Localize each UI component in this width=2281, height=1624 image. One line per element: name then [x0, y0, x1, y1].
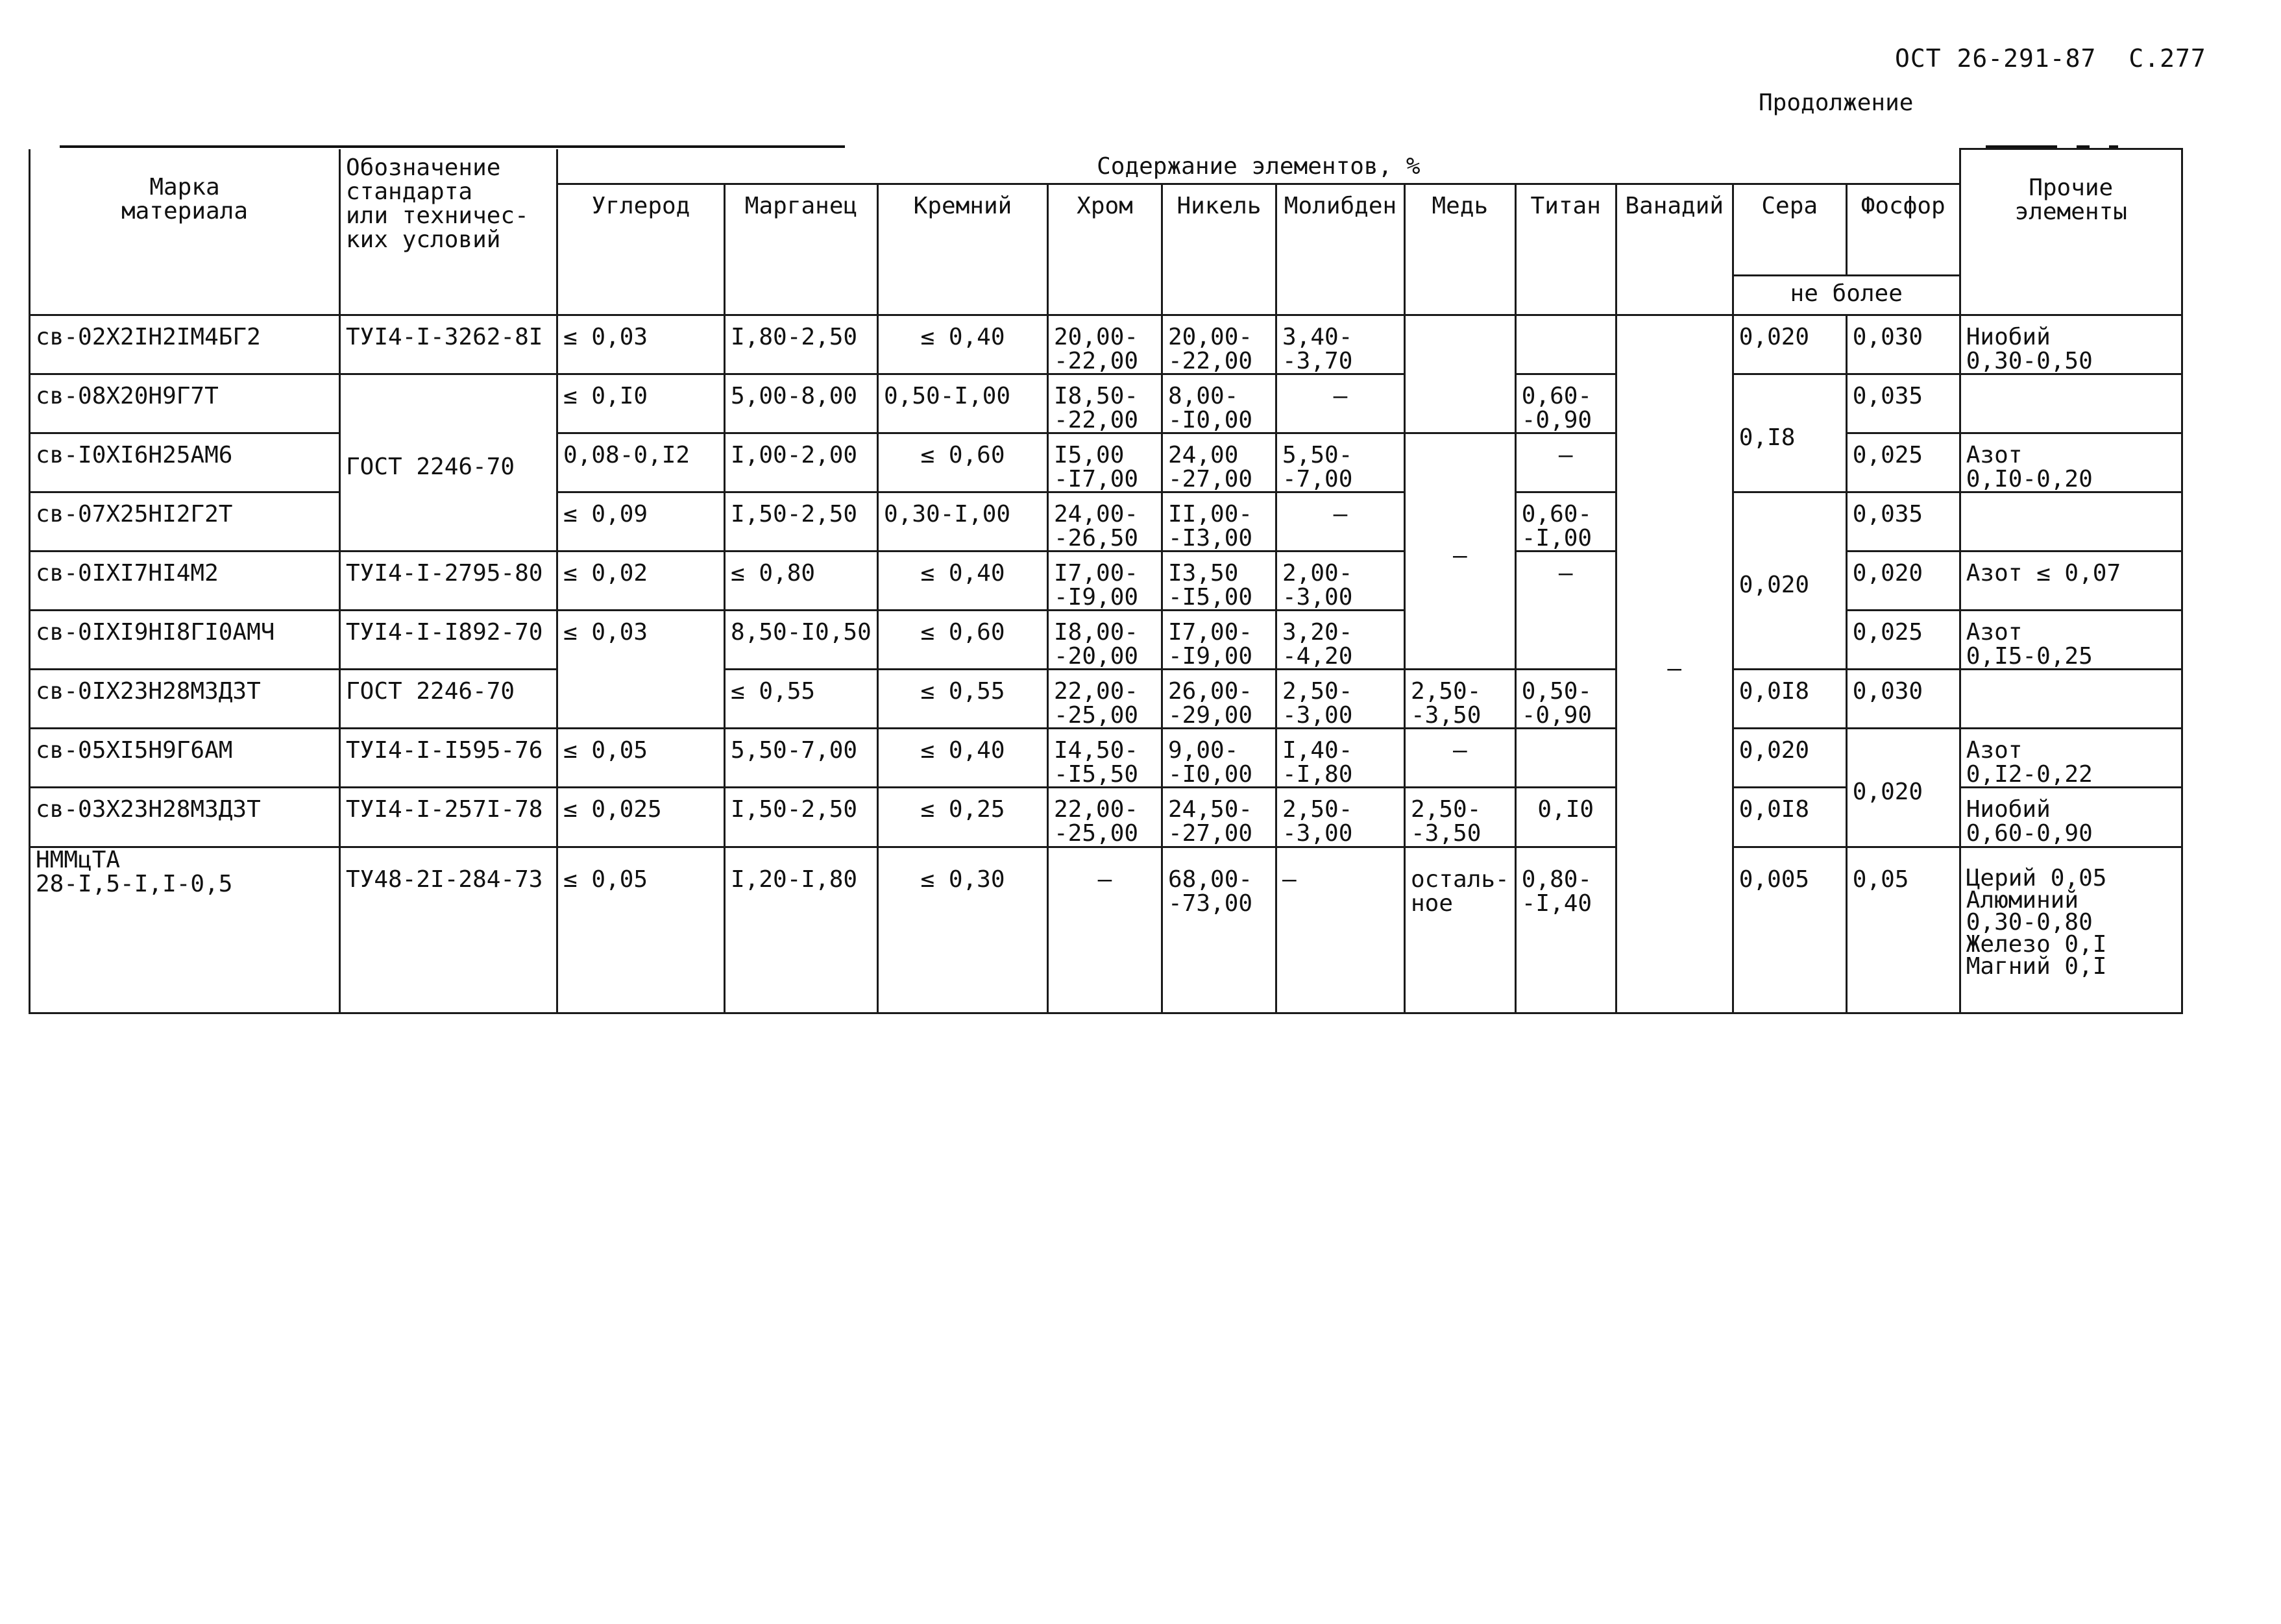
cell-copper: 2,50- -3,50	[1405, 669, 1516, 728]
cell-silicon: 0,30-I,00	[878, 492, 1048, 551]
cell-nickel: 24,00 -27,00	[1162, 433, 1276, 492]
cell-sulfur: 0,005	[1733, 847, 1846, 1013]
cell-sulfur: 0,I8	[1733, 374, 1846, 492]
table-row	[30, 847, 2182, 1013]
cell-other: Ниобий 0,60-0,90	[1960, 787, 2182, 847]
cell-titanium	[1515, 315, 1616, 374]
cell-other: Азот 0,I5-0,25	[1960, 610, 2182, 669]
cell-titanium: 0,80- -I,40	[1515, 847, 1616, 1013]
cell-molybdenum: –	[1276, 374, 1405, 433]
cell-carbon: ≤ 0,05	[557, 847, 725, 1013]
cell-copper: –	[1405, 433, 1516, 669]
cell-carbon: ≤ 0,03	[557, 610, 725, 728]
cell-standard: ТУI4-I-257I-78	[340, 787, 557, 847]
table-row	[30, 315, 2182, 374]
cell-copper	[1405, 315, 1516, 433]
cell-titanium: 0,I0	[1515, 787, 1616, 847]
continuation-label: Продолжение	[1759, 90, 1914, 116]
cell-molybdenum: 5,50- -7,00	[1276, 433, 1405, 492]
cell-sulfur: 0,0I8	[1733, 787, 1846, 847]
cell-other	[1960, 492, 2182, 551]
cell-carbon: ≤ 0,03	[557, 315, 725, 374]
col-silicon: Кремний	[878, 184, 1048, 315]
cell-nickel: 8,00- -I0,00	[1162, 374, 1276, 433]
cell-carbon: ≤ 0,I0	[557, 374, 725, 433]
cell-phosphorus: 0,030	[1846, 669, 1960, 728]
cell-phosphorus: 0,025	[1846, 610, 1960, 669]
cell-standard: ТУI4-I-3262-8I	[340, 315, 557, 374]
cell-chromium: –	[1048, 847, 1162, 1013]
cell-vanadium: –	[1616, 315, 1733, 1013]
table-row	[30, 610, 2182, 669]
cell-silicon: ≤ 0,40	[878, 315, 1048, 374]
cell-manganese: 8,50-I0,50	[725, 610, 878, 669]
cell-mark: св-03Х23Н28М3Д3Т	[30, 787, 340, 847]
cell-chromium: I5,00 -I7,00	[1048, 433, 1162, 492]
cell-phosphorus: 0,025	[1846, 433, 1960, 492]
cell-phosphorus: 0,020	[1846, 728, 1960, 847]
cell-silicon: ≤ 0,25	[878, 787, 1048, 847]
cell-titanium	[1515, 728, 1616, 787]
cell-carbon: ≤ 0,02	[557, 551, 725, 610]
cell-mark: св-0IХI7НI4М2	[30, 551, 340, 610]
cell-other	[1960, 669, 2182, 728]
col-molybdenum: Молибден	[1276, 184, 1405, 315]
cell-other: Азот ≤ 0,07	[1960, 551, 2182, 610]
cell-molybdenum: 2,50- -3,00	[1276, 669, 1405, 728]
cell-carbon: ≤ 0,05	[557, 728, 725, 787]
col-titanium: Титан	[1515, 184, 1616, 315]
col-standard: Обозначение стандарта или техничес- ких условий	[340, 149, 557, 315]
cell-nickel: II,00- -I3,00	[1162, 492, 1276, 551]
cell-sulfur: 0,020	[1733, 728, 1846, 787]
col-phosphorus: Фосфор	[1846, 184, 1960, 275]
cell-phosphorus: 0,05	[1846, 847, 1960, 1013]
cell-sulfur: 0,020	[1733, 492, 1846, 669]
cell-carbon: ≤ 0,09	[557, 492, 725, 551]
cell-standard: ТУ48-2I-284-73	[340, 847, 557, 1013]
cell-manganese: I,20-I,80	[725, 847, 878, 1013]
cell-mark: св-0IХI9НI8ГI0АМЧ	[30, 610, 340, 669]
cell-chromium: 22,00- -25,00	[1048, 669, 1162, 728]
cell-nickel: 26,00- -29,00	[1162, 669, 1276, 728]
cell-chromium: I8,00- -20,00	[1048, 610, 1162, 669]
cell-mark: св-08Х20Н9Г7Т	[30, 374, 340, 433]
cell-other: Ниобий 0,30-0,50	[1960, 315, 2182, 374]
cell-molybdenum: –	[1276, 847, 1405, 1013]
cell-molybdenum: 2,50- -3,00	[1276, 787, 1405, 847]
cell-chromium: I7,00- -I9,00	[1048, 551, 1162, 610]
col-mark: Марка материала	[30, 149, 340, 315]
cell-manganese: I,80-2,50	[725, 315, 878, 374]
cell-molybdenum: 2,00- -3,00	[1276, 551, 1405, 610]
col-vanadium: Ванадий	[1616, 184, 1733, 315]
cell-nickel: 20,00- -22,00	[1162, 315, 1276, 374]
cell-silicon: ≤ 0,60	[878, 610, 1048, 669]
cell-mark: св-0IХ23Н28М3Д3Т	[30, 669, 340, 728]
not-more-label: не более	[1733, 275, 1960, 315]
cell-other: Церий 0,05 Алюминий 0,30-0,80 Железо 0,I Магний 0,I	[1960, 847, 2182, 1013]
cell-silicon: ≤ 0,40	[878, 728, 1048, 787]
doc-code-text: ОСТ 26-291-87	[1895, 44, 2097, 73]
cell-titanium: –	[1515, 551, 1616, 669]
cell-nickel: I3,50 -I5,00	[1162, 551, 1276, 610]
cell-standard: ГОСТ 2246-70	[340, 374, 557, 551]
col-copper: Медь	[1405, 184, 1516, 315]
cell-standard: ГОСТ 2246-70	[340, 669, 557, 728]
col-other: Прочие элементы	[1960, 149, 2182, 315]
cell-titanium: 0,50- -0,90	[1515, 669, 1616, 728]
cell-sulfur: 0,0I8	[1733, 669, 1846, 728]
cell-nickel: 9,00- -I0,00	[1162, 728, 1276, 787]
page-number: С.277	[2129, 44, 2206, 73]
content-group-header: Содержание элементов, %	[557, 149, 1960, 184]
col-nickel: Никель	[1162, 184, 1276, 315]
cell-sulfur: 0,020	[1733, 315, 1846, 374]
cell-phosphorus: 0,020	[1846, 551, 1960, 610]
cell-silicon: ≤ 0,55	[878, 669, 1048, 728]
composition-table	[29, 148, 2183, 1014]
cell-mark: св-07Х25НI2Г2Т	[30, 492, 340, 551]
cell-silicon: ≤ 0,40	[878, 551, 1048, 610]
cell-other	[1960, 374, 2182, 433]
cell-titanium: 0,60- -0,90	[1515, 374, 1616, 433]
cell-chromium: I4,50- -I5,50	[1048, 728, 1162, 787]
cell-standard: ТУI4-I-I892-70	[340, 610, 557, 669]
cell-manganese: I,50-2,50	[725, 492, 878, 551]
cell-titanium: 0,60- -I,00	[1515, 492, 1616, 551]
cell-other: Азот 0,I0-0,20	[1960, 433, 2182, 492]
cell-manganese: 5,00-8,00	[725, 374, 878, 433]
cell-manganese: I,50-2,50	[725, 787, 878, 847]
cell-nickel: I7,00- -I9,00	[1162, 610, 1276, 669]
cell-chromium: I8,50- -22,00	[1048, 374, 1162, 433]
cell-copper: –	[1405, 728, 1516, 787]
cell-silicon: ≤ 0,30	[878, 847, 1048, 1013]
cell-nickel: 24,50- -27,00	[1162, 787, 1276, 847]
col-sulfur: Сера	[1733, 184, 1846, 275]
cell-carbon: ≤ 0,025	[557, 787, 725, 847]
cell-molybdenum: –	[1276, 492, 1405, 551]
col-manganese: Марганец	[725, 184, 878, 315]
table-row	[30, 374, 2182, 433]
cell-chromium: 22,00- -25,00	[1048, 787, 1162, 847]
cell-manganese: ≤ 0,80	[725, 551, 878, 610]
cell-copper: осталь- ное	[1405, 847, 1516, 1013]
cell-mark: НММцТА 28-I,5-I,I-0,5	[30, 847, 340, 1013]
cell-molybdenum: 3,20- -4,20	[1276, 610, 1405, 669]
table-row	[30, 551, 2182, 610]
cell-mark: св-I0ХI6Н25АМ6	[30, 433, 340, 492]
cell-titanium: –	[1515, 433, 1616, 492]
table-row	[30, 669, 2182, 728]
cell-mark: св-05ХI5Н9Г6АМ	[30, 728, 340, 787]
cell-silicon: ≤ 0,60	[878, 433, 1048, 492]
cell-silicon: 0,50-I,00	[878, 374, 1048, 433]
cell-chromium: 20,00- -22,00	[1048, 315, 1162, 374]
cell-molybdenum: 3,40- -3,70	[1276, 315, 1405, 374]
cell-manganese: 5,50-7,00	[725, 728, 878, 787]
cell-phosphorus: 0,030	[1846, 315, 1960, 374]
cell-phosphorus: 0,035	[1846, 374, 1960, 433]
cell-chromium: 24,00- -26,50	[1048, 492, 1162, 551]
col-carbon: Углерод	[557, 184, 725, 315]
document-code	[1895, 44, 2206, 73]
cell-other: Азот 0,I2-0,22	[1960, 728, 2182, 787]
col-chromium: Хром	[1048, 184, 1162, 315]
cell-carbon: 0,08-0,I2	[557, 433, 725, 492]
cell-manganese: ≤ 0,55	[725, 669, 878, 728]
cell-nickel: 68,00- -73,00	[1162, 847, 1276, 1013]
cell-mark: св-02Х2IН2IМ4БГ2	[30, 315, 340, 374]
cell-standard: ТУI4-I-I595-76	[340, 728, 557, 787]
cell-copper: 2,50- -3,50	[1405, 787, 1516, 847]
cell-molybdenum: I,40- -I,80	[1276, 728, 1405, 787]
table-row	[30, 728, 2182, 787]
cell-standard: ТУI4-I-2795-80	[340, 551, 557, 610]
cell-phosphorus: 0,035	[1846, 492, 1960, 551]
cell-manganese: I,00-2,00	[725, 433, 878, 492]
